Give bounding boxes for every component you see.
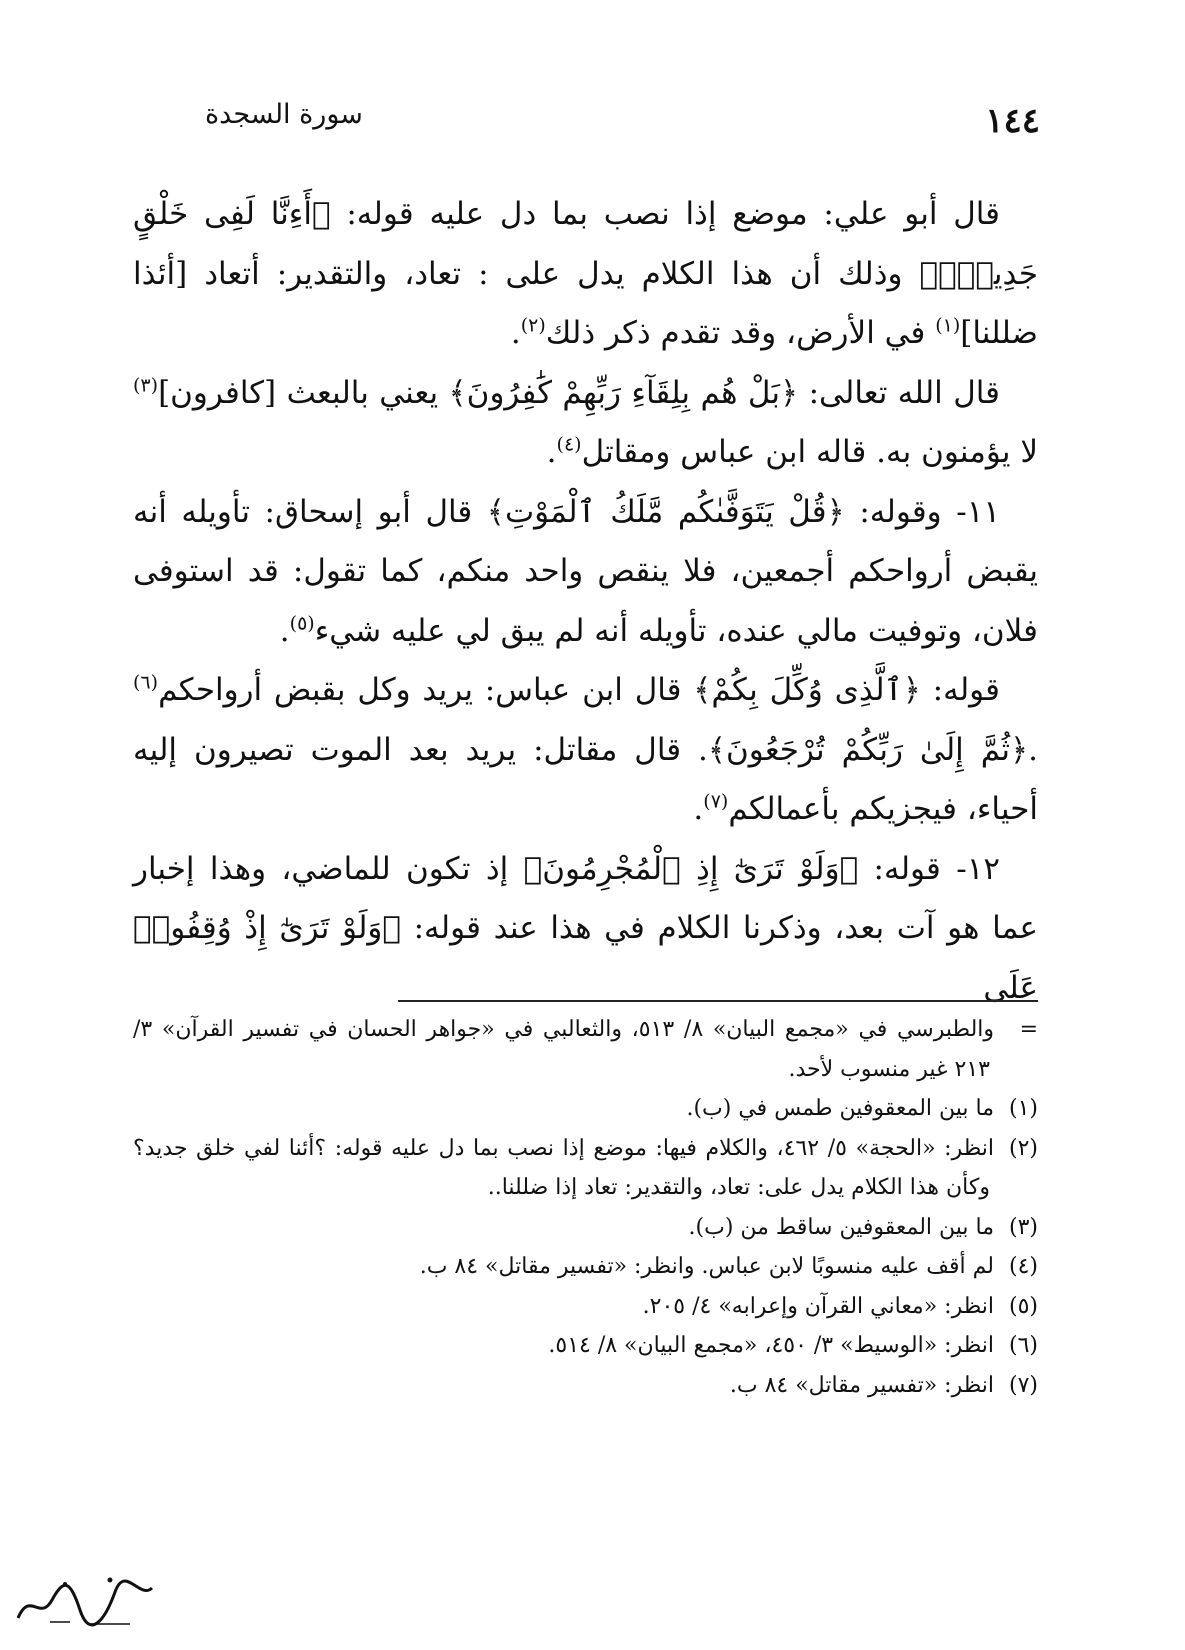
footnote-marker: (٣) bbox=[133, 374, 159, 397]
footnote-text: انظر: «تفسير مقاتل» ٨٤ ب. bbox=[729, 1372, 994, 1398]
footnote-text: انظر: «الوسيط» ٣/ ٤٥٠، «مجمع البيان» ٨/ ٥١٤. bbox=[548, 1333, 994, 1358]
paragraph-text: ١٢- قوله: ﴿وَلَوْ تَرَىٰٓ إِذِ ٱلْمُجْرِمُونَ﴾ إذ تكون للماضي، وهذا إخبار عما هو آت بعد، وذكرنا الكلام في هذا عند قوله: ﴿وَلَوْ تَرَىٰٓ إِذْ وُقِفُوا۟ عَلَى bbox=[133, 850, 1038, 1006]
main-text bbox=[133, 185, 1038, 1018]
paragraph-text: في الأرض، وقد تقدم ذكر ذلك bbox=[545, 315, 936, 351]
footnote-text: انظر: «الحجة» ٥/ ٤٦٢، والكلام فيها: موضع إذا نصب بما دل عليه قوله: ؟أئنا لفي خلق جديد؟ وكأن هذا الكلام يدل على: تعاد، والتقدير: تعاد إذا ضللنا.. bbox=[133, 1135, 995, 1200]
footnote-separator bbox=[398, 1000, 1038, 1002]
footnote bbox=[133, 1287, 1038, 1327]
footnote-marker: (٢) bbox=[520, 314, 546, 337]
paragraph bbox=[133, 185, 1038, 364]
footnote-marker: (٤) bbox=[556, 433, 582, 456]
footnote-text: ما بين المعقوفين طمس في (ب). bbox=[686, 1096, 994, 1121]
paragraph-end: . bbox=[510, 315, 521, 351]
footnotes bbox=[133, 1010, 1038, 1405]
paragraph-text: قال الله تعالى: ﴿بَلْ هُم بِلِقَآءِ رَبِّهِمْ كَٰفِرُونَ﴾ يعني بالبعث [كافرون] bbox=[158, 374, 1000, 411]
footnote-number: (٥) bbox=[1008, 1293, 1038, 1319]
footnote-number: (٤) bbox=[1008, 1254, 1038, 1279]
footnote bbox=[133, 1247, 1038, 1287]
footnote-number: (٢) bbox=[1009, 1135, 1039, 1161]
paragraph-end: . bbox=[693, 791, 704, 827]
paragraph-text: ١١- وقوله: ﴿قُلْ يَتَوَفَّىٰكُم مَّلَكُ ٱلْمَوْتِ﴾ قال أبو إسحاق: تأويله أنه يقبض أرواحكم أجمعين، فلا ينقص واحد منكم، كما تقول: قد استوفى فلان، وتوفيت مالي عنده، تأويله أنه لم يبق لي عليه شيء bbox=[133, 493, 1038, 649]
footnote-marker: (٧) bbox=[703, 790, 729, 813]
paragraph-text: قال أبو علي: موضع إذا نصب بما دل عليه قوله: ﴿أَءِنَّا لَفِى خَلْقٍ جَدِيدٍۭ﴾ وذلك أن هذا الكلام يدل على : تعاد، والتقدير: أتعاد [أئذا ضللنا] bbox=[133, 196, 1038, 351]
paragraph bbox=[133, 840, 1038, 1019]
footnote-text: لم أقف عليه منسوبًا لابن عباس. وانظر: «تفسير مقاتل» ٨٤ ب. bbox=[419, 1254, 994, 1279]
calligraphy-stamp-logo bbox=[10, 1570, 160, 1630]
footnote bbox=[133, 1326, 1038, 1366]
footnote bbox=[133, 1208, 1038, 1248]
footnote bbox=[133, 1366, 1038, 1406]
running-header bbox=[0, 95, 1185, 143]
footnote bbox=[133, 1089, 1038, 1129]
footnote-marker: (٥) bbox=[289, 612, 315, 635]
paragraph bbox=[133, 364, 1038, 483]
page-number: ١٤٤ bbox=[985, 101, 1040, 141]
paragraph-text: لا يؤمنون به. قاله ابن عباس ومقاتل bbox=[581, 434, 1038, 470]
footnote-text: ما بين المعقوفين ساقط من (ب). bbox=[688, 1214, 994, 1240]
footnote-number: (٧) bbox=[1008, 1372, 1038, 1398]
footnote-text: والطبرسي في «مجمع البيان» ٨/ ٥١٣، والثعالبي في «جواهر الحسان في تفسير القرآن» ٣/ ٢١٣ غير منسوب لأحد. bbox=[133, 1017, 995, 1082]
paragraph-text: قوله: ﴿ٱلَّذِى وُكِّلَ بِكُمْ﴾ قال ابن عباس: يريد وكل بقبض أرواحكم bbox=[158, 672, 1000, 708]
footnote-marker: (٦) bbox=[133, 671, 159, 694]
paragraph-end: . bbox=[279, 612, 290, 649]
paragraph-text: .﴿ثُمَّ إِلَىٰ رَبِّكُمْ تُرْجَعُونَ﴾. قال مقاتل: يريد بعد الموت تصيرون إليه أحياء، فيجزيكم بأعمالكم bbox=[133, 731, 1038, 827]
paragraph bbox=[133, 483, 1038, 662]
footnote bbox=[133, 1010, 1038, 1089]
footnote bbox=[133, 1129, 1038, 1208]
footnote-number: (٦) bbox=[1008, 1333, 1038, 1358]
footnote-text: انظر: «معاني القرآن وإعرابه» ٤/ ٢٠٥. bbox=[642, 1293, 994, 1319]
paragraph bbox=[133, 661, 1038, 840]
footnote-number: (١) bbox=[1008, 1096, 1038, 1121]
footnote-number: (٣) bbox=[1008, 1214, 1038, 1240]
footnote-marker: (١) bbox=[935, 314, 961, 337]
paragraph-end: . bbox=[546, 434, 557, 470]
surah-title: سورة السجدة bbox=[205, 99, 363, 130]
footnote-number: = bbox=[1019, 1017, 1039, 1042]
